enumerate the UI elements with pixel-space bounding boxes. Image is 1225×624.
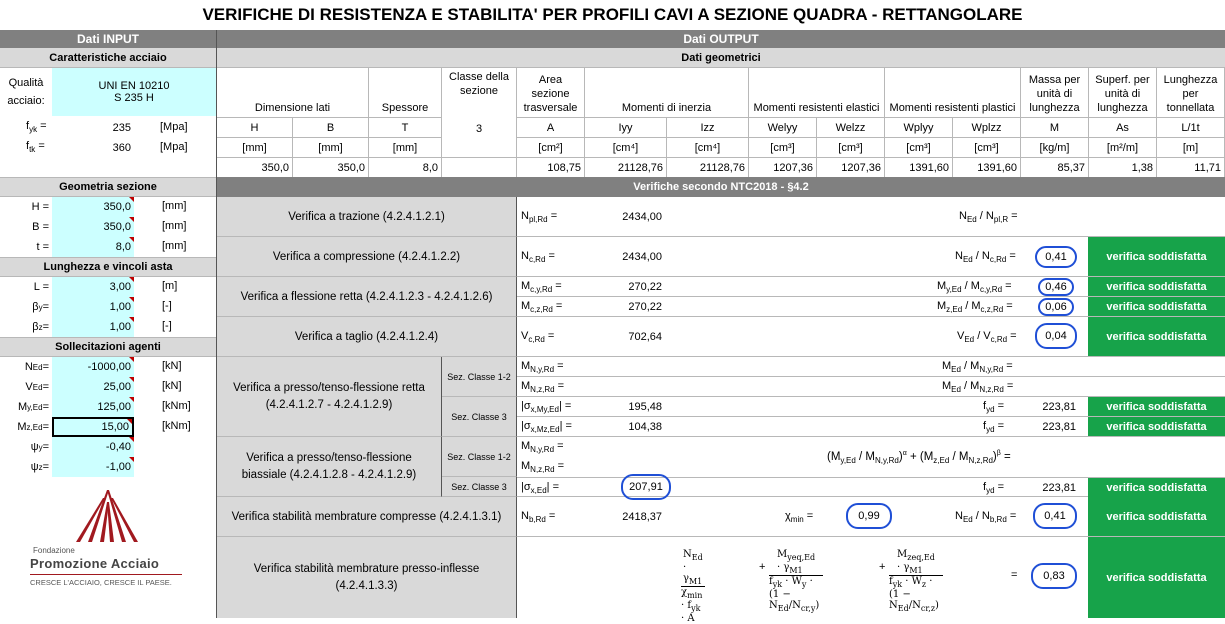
fyk-row <box>0 118 216 138</box>
pfr-row-2 <box>517 377 1225 397</box>
stabpf-ratio-value: 0,83 <box>1031 563 1077 589</box>
fless-res-z-value: 270,22 <box>628 301 662 313</box>
input-value-field[interactable]: -1,00 <box>52 457 134 477</box>
input-length-rows-row <box>0 277 216 297</box>
fless-row-z <box>517 297 1225 317</box>
geo-unit: [cm³] <box>749 138 817 158</box>
geo-group-header: Lunghezza per tonnellata <box>1157 68 1225 118</box>
steel-norm: UNI EN 10210 <box>98 80 170 92</box>
ftk-value: 360 <box>112 142 131 154</box>
comment-marker-icon <box>129 437 134 442</box>
geo-unit: [cm³] <box>885 138 953 158</box>
pfb-row-3 <box>517 477 1225 497</box>
stab-nb-value: 2418,37 <box>622 511 662 523</box>
comp-label: Verifica a compressione (4.2.4.1.2.2) <box>217 237 517 277</box>
fyk-value: 235 <box>112 122 131 134</box>
comp-res-value: 2434,00 <box>622 251 662 263</box>
geo-symbol: M <box>1021 118 1089 138</box>
pfb-fyd-value: 223,81 <box>1042 482 1076 494</box>
pfb-fyd-label: $f_{yd}$ = <box>983 481 1004 496</box>
geo-symbol: Welzz <box>817 118 885 138</box>
input-label: B = <box>32 221 49 233</box>
geo-value: 1207,36 <box>817 158 885 177</box>
pfr-sx-my-value: 195,48 <box>628 401 662 413</box>
input-label: β z = <box>32 321 49 333</box>
input-unit: [mm] <box>162 200 187 212</box>
geo-unit: [m²/m] <box>1089 138 1157 158</box>
geo-value: 11,71 <box>1157 158 1225 177</box>
pfb-class12: Sez. Classe 1-2 <box>442 437 517 477</box>
geo-unit: [mm] <box>293 138 369 158</box>
input-length-rows-row <box>0 297 216 317</box>
input-value-field[interactable]: 8,0 <box>52 237 134 257</box>
input-unit: [kNm] <box>162 420 191 432</box>
page-title: VERIFICHE DI RESISTENZA E STABILITA' PER PROFILI CAVI A SEZIONE QUADRA - RETTANGOLARE <box>202 5 1023 24</box>
comment-marker-icon <box>129 377 134 382</box>
fless-ratio-z-label: $M_{z,Ed} / M_{c,z,Rd}$ = <box>937 300 1013 315</box>
geo-symbol: B <box>293 118 369 138</box>
logo-rule <box>30 574 182 575</box>
comment-marker-icon <box>129 277 134 282</box>
pfr-fyd2-value: 223,81 <box>1042 421 1076 433</box>
pfr-fyd1-label: $f_{yd}$ = <box>983 400 1004 415</box>
stabpf-status-badge: verifica soddisfatta <box>1088 537 1225 618</box>
input-value-field[interactable]: 15,00 <box>52 417 134 437</box>
input-value-field[interactable]: 25,00 <box>52 377 134 397</box>
stabpf-eq: = <box>1011 569 1018 581</box>
input-geometry-rows-row <box>0 237 216 257</box>
pfr-rows <box>517 357 1225 437</box>
comment-marker-icon <box>129 217 134 222</box>
stab-nb-label: $N_{b,Rd}$ = <box>521 510 556 525</box>
taglio-res-value: 702,64 <box>628 331 662 343</box>
geo-symbol: H <box>217 118 293 138</box>
geo-group-header: Massa per unità di lunghezza <box>1021 68 1089 118</box>
input-header: Dati INPUT <box>0 30 216 48</box>
geo-group-header: Spessore <box>369 68 442 118</box>
comp-ratio-value: 0,41 <box>1035 246 1077 268</box>
steel-header: Caratteristiche acciaio <box>0 48 216 68</box>
input-loads-rows-row <box>0 417 216 437</box>
pfb-formula: $(M_{y,Ed} / M_{N,y,Rd})^\alpha + (M_{z,Ed} / M_{N,z,Rd})^\beta$ = <box>827 450 1011 466</box>
input-label: ψ y = <box>30 441 49 453</box>
comp-ratio-label: $N_{Ed} / N_{c,Rd}$ = <box>955 250 1016 265</box>
geo-group-header: Momenti resistenti elastici <box>749 68 885 118</box>
geo-symbol: Wplyy <box>885 118 953 138</box>
fless-label: Verifica a flessione retta (4.2.4.1.2.3 - 4.2.4.1.2.6) <box>217 277 517 317</box>
comment-marker-icon <box>129 457 134 462</box>
comment-marker-icon <box>129 357 134 362</box>
pfb-rows <box>517 437 1225 497</box>
input-geometry-rows-row <box>0 217 216 237</box>
fless-ratio-y-value: 0,46 <box>1038 278 1074 296</box>
geo-value: 1207,36 <box>749 158 817 177</box>
logo-small: Fondazione <box>33 546 75 555</box>
input-value-field[interactable]: 3,00 <box>52 277 134 297</box>
input-label: H = <box>31 201 49 213</box>
traz-row <box>517 197 1225 237</box>
geo-value: 21128,76 <box>585 158 667 177</box>
comment-marker-icon <box>129 317 134 322</box>
geo-symbol: T <box>369 118 442 138</box>
input-label: β y = <box>32 301 49 313</box>
taglio-row <box>517 317 1225 357</box>
fyk-unit: [Mpa] <box>160 121 188 133</box>
logo-mark-icon <box>62 488 152 544</box>
geo-group-header: Area sezione trasversale <box>517 68 585 118</box>
fless-row-y <box>517 277 1225 297</box>
input-value-field[interactable]: 1,00 <box>52 317 134 337</box>
input-label: N Ed = <box>24 361 49 373</box>
pfr-sx-my-label: $|\sigma_{x,My,Ed}|$ = <box>521 400 572 415</box>
stab-ratio-label: $N_{Ed} / N_{b,Rd}$ = <box>955 510 1017 525</box>
output-header: Dati OUTPUT <box>217 30 1225 48</box>
geo-group-header: Momenti di inerzia <box>585 68 749 118</box>
pfr-row-1 <box>517 357 1225 377</box>
geo-value: 1391,60 <box>953 158 1021 177</box>
input-value-field[interactable]: 350,0 <box>52 217 134 237</box>
geo-symbol: A <box>517 118 585 138</box>
input-label: M z,Ed = <box>17 421 49 433</box>
input-value-field[interactable]: 350,0 <box>52 197 134 217</box>
taglio-res-label: $V_{c,Rd}$ = <box>521 330 555 345</box>
input-unit: [mm] <box>162 220 187 232</box>
input-unit: [kN] <box>162 380 182 392</box>
input-loads-rows-row <box>0 457 216 477</box>
input-value-field[interactable]: 125,00 <box>52 397 134 417</box>
stab-label: Verifica stabilità membrature compresse (4.2.4.1.3.1) <box>217 497 517 537</box>
fless-res-y-value: 270,22 <box>628 281 662 293</box>
traz-label: Verifica a trazione (4.2.4.1.2.1) <box>217 197 517 237</box>
geo-value: 1391,60 <box>885 158 953 177</box>
geo-value: 21128,76 <box>667 158 749 177</box>
stab-chi-value: 0,99 <box>846 503 892 529</box>
comp-row <box>517 237 1225 277</box>
input-unit: [m] <box>162 280 178 292</box>
geo-symbol: Izz <box>667 118 749 138</box>
stab-row <box>517 497 1225 537</box>
comp-status-badge: verifica soddisfatta <box>1088 237 1225 276</box>
steel-quality-label: Qualità acciaio: <box>7 77 45 107</box>
geo-group-header: Dimensione lati <box>217 68 369 118</box>
pfr-sx-mz-label: $|\sigma_{x,Mz,Ed}|$ = <box>521 420 572 435</box>
pfr-row-4 <box>517 417 1225 437</box>
input-loads-rows-row <box>0 437 216 457</box>
input-label: L = <box>33 281 49 293</box>
geo-group-header: Superf. per unità di lunghezza <box>1089 68 1157 118</box>
geo-symbol: Wplzz <box>953 118 1021 138</box>
geo-unit: [kg/m] <box>1021 138 1089 158</box>
input-unit: [kN] <box>162 360 182 372</box>
pfr-row-3 <box>517 397 1225 417</box>
pfb-mny-label: $M_{N,y,Rd}$ = <box>521 440 564 455</box>
input-unit: [mm] <box>162 240 187 252</box>
geo-unit: [cm⁴] <box>667 138 749 158</box>
taglio-ratio-label: $V_{Ed} / V_{c,Rd}$ = <box>957 330 1017 345</box>
logo-name: Promozione Acciaio <box>30 556 160 571</box>
stab-chi-label: $\chi_{min}$ = <box>785 510 814 525</box>
pfr-fyd2-label: $f_{yd}$ = <box>983 420 1004 435</box>
input-label: V Ed = <box>25 381 49 393</box>
geo-symbol: As <box>1089 118 1157 138</box>
geo-unit: [cm³] <box>953 138 1021 158</box>
stabpf-row: $N_{Ed} \cdot \gamma_{M1}$ $\chi_{min} \cdot f_{yk} \cdot A$ + $M_{yeq,Ed} \cdot \gamma_{M1}$ $f_{yk} \cdot W_y \cdot (1 - N_{Ed}/N_{cr,y})$ + $M_{zeq,Ed} \cdot \gamma_{M1}$ $f_{yk} \cdot W_z \cdot (1 - N_{Ed}/N_{cr,z})$ = 0,83 verifica soddisfatta <box>517 537 1225 618</box>
geo-symbol: Iyy <box>585 118 667 138</box>
fless-ratio-y-label: $M_{y,Ed} / M_{c,y,Rd}$ = <box>937 280 1012 295</box>
pfb-sx-label: $|\sigma_{x,Ed}|$ = <box>521 481 560 496</box>
geo-value: 85,37 <box>1021 158 1089 177</box>
ftk-unit: [Mpa] <box>160 141 188 153</box>
geo-value: 8,0 <box>369 158 442 177</box>
taglio-label: Verifica a taglio (4.2.4.1.2.4) <box>217 317 517 357</box>
pfb-status-badge: verifica soddisfatta <box>1088 478 1225 497</box>
pfb-class3: Sez. Classe 3 <box>442 477 517 497</box>
geo-data-header: Dati geometrici <box>217 48 1225 68</box>
geo-class-cell <box>442 158 517 177</box>
pfr-status-badge-1: verifica soddisfatta <box>1088 397 1225 416</box>
comment-marker-icon <box>129 197 134 202</box>
pfr-ratio-y-label: $M_{Ed} / M_{N,y,Rd}$ = <box>942 360 1013 375</box>
geometry-header: Geometria sezione <box>0 177 216 197</box>
geo-value: 350,0 <box>293 158 369 177</box>
fless-y-status-badge: verifica soddisfatta <box>1088 277 1225 296</box>
pfb-sx-value: 207,91 <box>621 474 671 500</box>
fless-ratio-z-value: 0,06 <box>1038 298 1074 316</box>
geo-group-header: Momenti resistenti plastici <box>885 68 1021 118</box>
input-label: ψ z = <box>30 461 49 473</box>
fyk-label: $f_{yk}$ = <box>26 120 47 135</box>
stab-status-badge: verifica soddisfatta <box>1088 497 1225 536</box>
taglio-status-badge: verifica soddisfatta <box>1088 317 1225 356</box>
geo-unit: [m] <box>1157 138 1225 158</box>
geo-symbol: Welyy <box>749 118 817 138</box>
fless-res-z-label: $M_{c,z,Rd}$ = <box>521 300 563 315</box>
input-value-field[interactable]: -1000,00 <box>52 357 134 377</box>
input-label: M y,Ed = <box>17 401 49 413</box>
loads-header: Sollecitazioni agenti <box>0 337 216 357</box>
stabpf-label: Verifica stabilità membrature presso-inflesse (4.2.4.1.3.3) <box>217 537 517 618</box>
input-length-rows-row <box>0 317 216 337</box>
taglio-ratio-value: 0,04 <box>1035 323 1077 349</box>
steel-quality-value[interactable] <box>52 68 216 116</box>
pfb-label: Verifica a presso/tenso-flessione biassiale (4.2.4.1.2.8 - 4.2.4.1.2.9) <box>217 437 442 497</box>
input-unit: [-] <box>162 300 172 312</box>
comment-marker-icon <box>129 297 134 302</box>
input-loads-rows-row <box>0 357 216 377</box>
ftk-label: $f_{tk}$ = <box>26 140 45 155</box>
input-unit: [kNm] <box>162 400 191 412</box>
input-geometry-rows-row <box>0 197 216 217</box>
geo-unit: [cm³] <box>817 138 885 158</box>
traz-res-value: 2434,00 <box>622 211 662 223</box>
geo-unit: [mm] <box>217 138 293 158</box>
pfr-ratio-z-label: $M_{Ed} / M_{N,z,Rd}$ = <box>942 380 1014 395</box>
pfr-status-badge-2: verifica soddisfatta <box>1088 417 1225 436</box>
geo-value: 1,38 <box>1089 158 1157 177</box>
input-label: t = <box>36 241 49 253</box>
traz-ratio-label: $N_{Ed} / N_{pl,R}$ = <box>959 210 1018 225</box>
pfr-sx-mz-value: 104,38 <box>628 421 662 433</box>
fless-z-status-badge: verifica soddisfatta <box>1088 297 1225 316</box>
input-value-field[interactable]: -0,40 <box>52 437 134 457</box>
geo-value: 108,75 <box>517 158 585 177</box>
steel-grade: S 235 H <box>114 92 154 104</box>
comment-marker-icon <box>127 419 132 424</box>
geo-unit: [mm] <box>369 138 442 158</box>
pfr-mnz-label: $M_{N,z,Rd}$ = <box>521 380 565 395</box>
comment-marker-icon <box>129 397 134 402</box>
stab-ratio-value: 0,41 <box>1033 503 1077 529</box>
input-loads-rows-row <box>0 397 216 417</box>
input-loads-rows-row <box>0 377 216 397</box>
logo-tagline: CRESCE L'ACCIAIO, CRESCE IL PAESE. <box>30 578 172 587</box>
fless-res-y-label: $M_{c,y,Rd}$ = <box>521 280 562 295</box>
pfr-mny-label: $M_{N,y,Rd}$ = <box>521 360 564 375</box>
comp-res-label: $N_{c,Rd}$ = <box>521 250 555 265</box>
geo-value: 350,0 <box>217 158 293 177</box>
pfr-class12: Sez. Classe 1-2 <box>442 357 517 397</box>
geo-group-header: Classe della sezione 3 <box>442 68 517 158</box>
pfr-label: Verifica a presso/tenso-flessione retta (4.2.4.1.2.7 - 4.2.4.1.2.9) <box>217 357 442 437</box>
logo <box>0 478 216 618</box>
geo-symbol: L/1t <box>1157 118 1225 138</box>
traz-res-label: $N_{pl,Rd}$ = <box>521 210 558 225</box>
length-header: Lunghezza e vincoli asta <box>0 257 216 277</box>
pfr-fyd1-value: 223,81 <box>1042 401 1076 413</box>
comment-marker-icon <box>129 237 134 242</box>
pfr-class3: Sez. Classe 3 <box>442 397 517 437</box>
pfb-mnz-label: $M_{N,z,Rd}$ = <box>521 460 565 475</box>
verif-header: Verifiche secondo NTC2018 - §4.2 <box>217 177 1225 197</box>
ftk-row <box>0 138 216 158</box>
input-value-field[interactable]: 1,00 <box>52 297 134 317</box>
geo-unit: [cm⁴] <box>585 138 667 158</box>
geo-unit: [cm²] <box>517 138 585 158</box>
input-unit: [-] <box>162 320 172 332</box>
